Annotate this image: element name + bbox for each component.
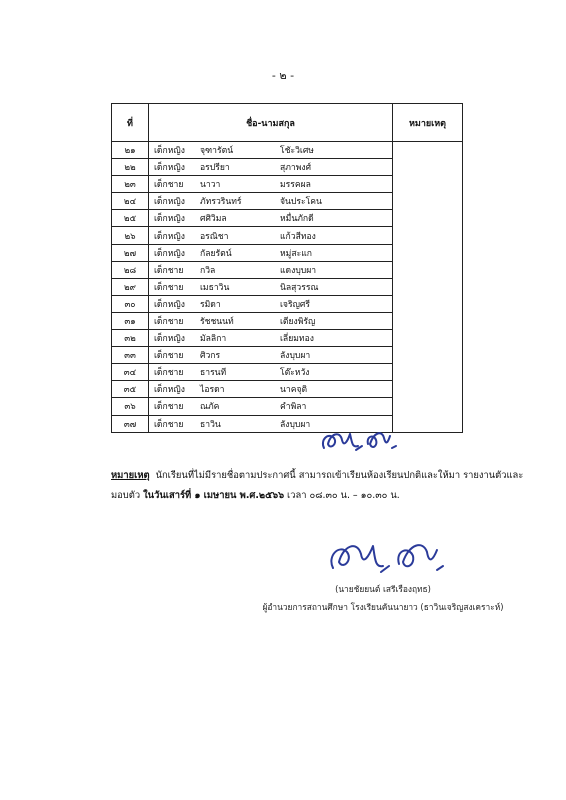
table-body: [112, 142, 463, 433]
remarks-date: ในวันเสาร์ที่ ๑ เมษายน พ.ศ.๒๕๖๖: [143, 490, 285, 501]
last-name: เลี่ยมทอง: [280, 334, 314, 345]
first-name: ภัทรวรินทร์: [200, 197, 242, 208]
first-name: ศิวกร: [200, 351, 221, 362]
student-table: [111, 103, 463, 433]
student-name-cell: [149, 227, 393, 244]
table-header-row: [112, 104, 463, 142]
student-name-cell: [149, 193, 393, 210]
name-prefix: เด็กชาย: [154, 419, 184, 430]
student-name-cell: [149, 244, 393, 261]
row-number: ๓๕: [112, 381, 149, 398]
student-name-cell: [149, 381, 393, 398]
name-prefix: เด็กหญิง: [154, 197, 185, 208]
row-number: ๓๑: [112, 312, 149, 329]
row-number: ๓๒: [112, 330, 149, 347]
name-prefix: เด็กชาย: [154, 402, 184, 413]
signature-initials-small: [318, 422, 398, 456]
student-name-cell: [149, 398, 393, 415]
signature-initials-large: [325, 530, 447, 578]
signer-title: ผู้อำนวยการสถานศึกษา โรงเรียนคันนายาว (ธาวินเจริญสงเคราะห์): [262, 602, 504, 612]
remarks-paragraph: [111, 466, 551, 506]
first-name: กวิล: [200, 265, 216, 276]
table-row: [112, 142, 463, 159]
first-name: อรปรียา: [200, 163, 230, 174]
last-name: เตียงพิรัญ: [280, 316, 316, 327]
first-name: ศศิวิมล: [200, 214, 227, 225]
row-number: ๒๓: [112, 176, 149, 193]
last-name: จันประโคน: [280, 197, 322, 208]
student-name-cell: [149, 278, 393, 295]
name-prefix: เด็กชาย: [154, 316, 184, 327]
header-name: ชื่อ-นามสกุล: [149, 104, 393, 142]
row-number: ๓๓: [112, 347, 149, 364]
last-name: หมื่นภักดี: [280, 214, 314, 225]
student-name-cell: [149, 210, 393, 227]
row-number: ๓๔: [112, 364, 149, 381]
student-name-cell: [149, 330, 393, 347]
header-no: ที่: [112, 104, 149, 142]
row-number: ๒๔: [112, 193, 149, 210]
name-prefix: เด็กหญิง: [154, 163, 185, 174]
remarks-label: หมายเหตุ: [111, 470, 150, 481]
row-number: ๒๘: [112, 261, 149, 278]
row-number: ๓๐: [112, 295, 149, 312]
name-prefix: เด็กหญิง: [154, 248, 185, 259]
student-name-cell: [149, 142, 393, 159]
remarks-cell: [393, 142, 463, 433]
name-prefix: เด็กหญิง: [154, 334, 185, 345]
remarks-time: เวลา ๐๘.๓๐ น. – ๑๐.๓๐ น.: [284, 490, 400, 501]
first-name: จุฑารัตน์: [200, 146, 234, 157]
first-name: นาวา: [200, 180, 221, 191]
name-prefix: เด็กชาย: [154, 282, 184, 293]
row-number: ๓๗: [112, 415, 149, 432]
first-name: รัชชนนท์: [200, 316, 234, 327]
first-name: ไอรดา: [200, 385, 225, 396]
last-name: โชัะวิเศษ: [280, 146, 314, 157]
student-name-cell: [149, 312, 393, 329]
last-name: ลังบุบผา: [280, 419, 311, 430]
page-number: - ๒ -: [271, 69, 295, 82]
name-prefix: เด็กชาย: [154, 351, 184, 362]
last-name: มรรคผล: [280, 180, 311, 191]
name-prefix: เด็กชาย: [154, 180, 184, 191]
first-name: ณภัค: [200, 402, 220, 413]
row-number: ๒๙: [112, 278, 149, 295]
last-name: หมู่สะแก: [280, 248, 312, 259]
last-name: คำพิลา: [280, 402, 307, 413]
last-name: เจริญศรี: [280, 299, 310, 310]
first-name: อรณิชา: [200, 231, 229, 242]
remarks-text: นักเรียนที่ไม่มีรายชื่อตามประกาศนี้ สามารถเข้าเรียนห้องเรียนปกติและให้มา รายงานตัวและมอบตัว: [111, 470, 524, 501]
name-prefix: เด็กหญิง: [154, 231, 185, 242]
first-name: รมิดา: [200, 299, 221, 310]
row-number: ๓๖: [112, 398, 149, 415]
row-number: ๒๕: [112, 210, 149, 227]
name-prefix: เด็กชาย: [154, 368, 184, 379]
last-name: โต๊ะหวัง: [280, 368, 310, 379]
student-name-cell: [149, 295, 393, 312]
header-remarks: หมายเหตุ: [393, 104, 463, 142]
last-name: ลังบุบผา: [280, 351, 311, 362]
first-name: ธาวิน: [200, 419, 221, 430]
last-name: สุภาพงศ์: [280, 163, 312, 174]
name-prefix: เด็กชาย: [154, 265, 184, 276]
row-number: ๒๖: [112, 227, 149, 244]
student-name-cell: [149, 347, 393, 364]
name-prefix: เด็กหญิง: [154, 299, 185, 310]
student-name-cell: [149, 159, 393, 176]
row-number: ๒๑: [112, 142, 149, 159]
student-name-cell: [149, 364, 393, 381]
row-number: ๒๗: [112, 244, 149, 261]
name-prefix: เด็กหญิง: [154, 214, 185, 225]
row-number: ๒๒: [112, 159, 149, 176]
name-prefix: เด็กหญิง: [154, 146, 185, 157]
first-name: กัลยรัตน์: [200, 248, 232, 259]
last-name: นาคจุติ: [280, 385, 308, 396]
student-name-cell: [149, 261, 393, 278]
first-name: มัลลิกา: [200, 334, 227, 345]
first-name: เมธาวิน: [200, 282, 230, 293]
last-name: แก้วสีทอง: [280, 231, 316, 242]
last-name: แดงบุบผา: [280, 265, 317, 276]
last-name: นิลสุวรรณ: [280, 282, 319, 293]
first-name: ธารนที: [200, 368, 227, 379]
student-name-cell: [149, 176, 393, 193]
name-prefix: เด็กหญิง: [154, 385, 185, 396]
signer-name: (นายชัยยนต์ เสรีเรืองฤทธ): [335, 584, 431, 594]
